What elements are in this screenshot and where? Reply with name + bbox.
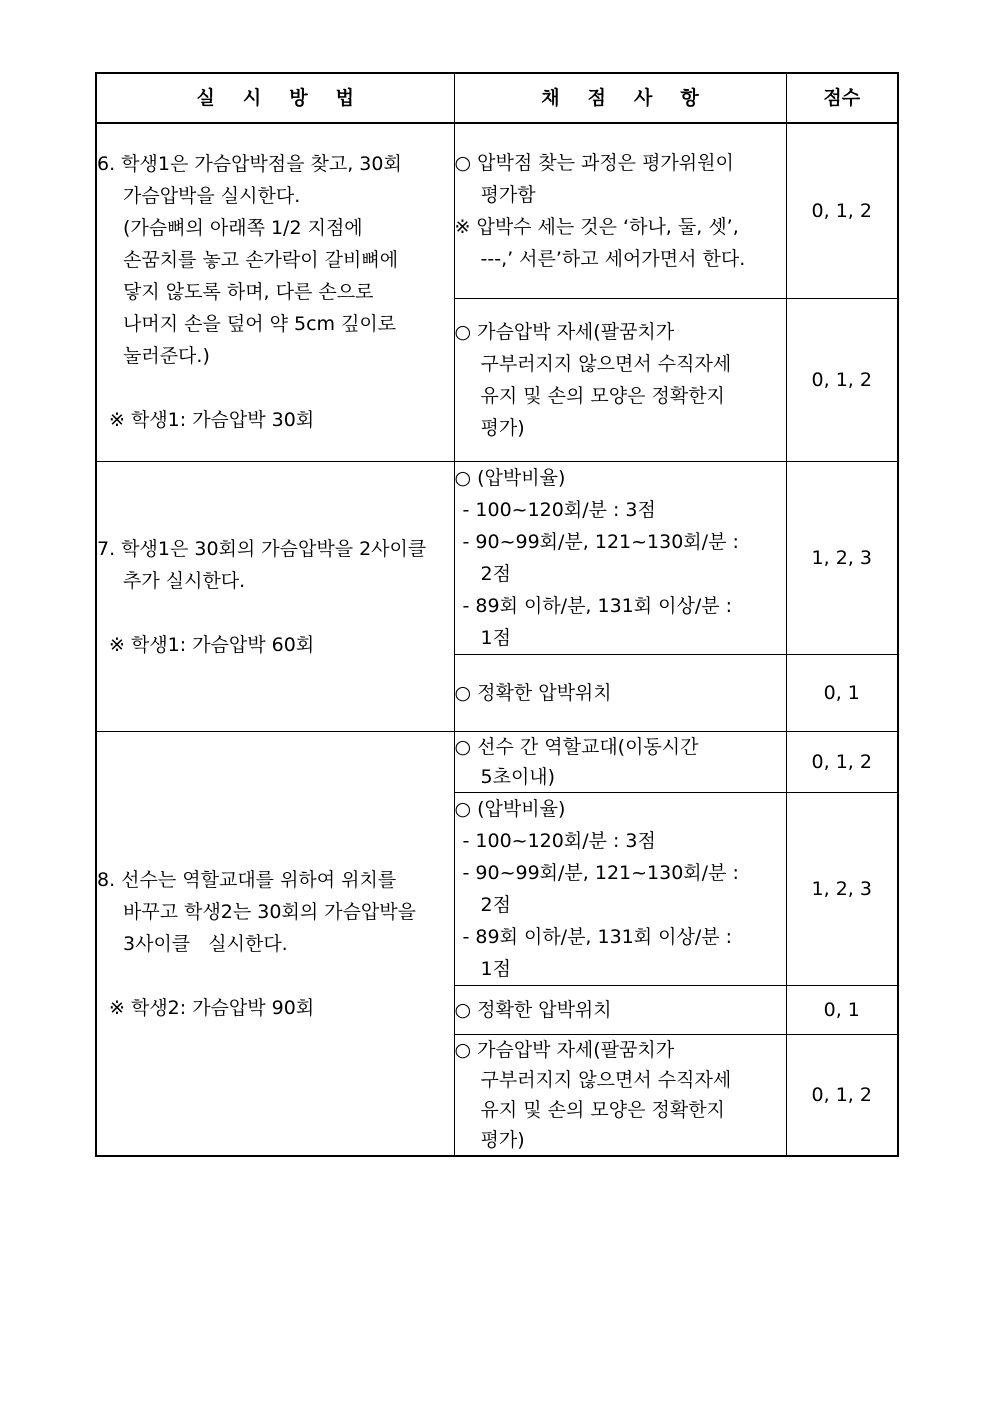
score-cell: 0, 1, 2 <box>786 123 898 299</box>
criterion-cell <box>454 986 786 1035</box>
criterion-cell <box>454 462 786 655</box>
criterion-line: ○ 가슴압박 자세(팔꿈치가 <box>454 1039 675 1061</box>
header-method: 실 시 방 법 <box>96 73 454 123</box>
method-line: 손꿈치를 놓고 손가락이 갈비뼈에 <box>123 249 399 271</box>
criterion-cell <box>454 655 786 732</box>
criterion-line: 유지 및 손의 모양은 정확한지 <box>480 385 725 407</box>
criterion-line: 구부러지지 않으면서 수직자세 <box>480 353 732 375</box>
criterion-line: - 100~120회/분 : 3점 <box>462 830 656 852</box>
criterion-line: 구부러지지 않으면서 수직자세 <box>480 1069 732 1091</box>
method-line: (가슴뼈의 아래쪽 1/2 지점에 <box>123 217 363 239</box>
section-6-method <box>96 123 454 462</box>
criterion-line: 유지 및 손의 모양은 정확한지 <box>480 1099 725 1121</box>
method-line: 바꾸고 학생2는 30회의 가슴압박을 <box>123 900 416 923</box>
criterion-line: - 89회 이하/분, 131회 이상/분 : <box>462 595 733 617</box>
criterion-line: ○ 선수 간 역할교대(이동시간 <box>454 736 699 758</box>
criterion-line: 평가함 <box>480 184 536 206</box>
criterion-line: 1점 <box>480 627 511 649</box>
method-line: 눌러준다.) <box>123 345 210 367</box>
criterion-line: ---,’ 서른’하고 세어가면서 한다. <box>480 248 746 270</box>
evaluation-table <box>95 72 899 1157</box>
section-7-method <box>96 462 454 732</box>
header-criteria: 채 점 사 항 <box>454 73 786 123</box>
method-line: 3사이클 실시한다. <box>123 932 288 955</box>
section-8-method <box>96 732 454 1157</box>
method-note: ※ 학생2: 가슴압박 90회 <box>109 996 315 1019</box>
score-cell: 1, 2, 3 <box>786 462 898 655</box>
method-note: ※ 학생1: 가슴압박 30회 <box>109 409 315 431</box>
score-cell: 1, 2, 3 <box>786 793 898 986</box>
criterion-line: ○ (압박비율) <box>454 798 566 820</box>
criterion-line: 2점 <box>480 894 511 916</box>
section-7-row-1 <box>96 462 898 655</box>
criterion-line: ○ 정확한 압박위치 <box>454 999 612 1021</box>
criterion-cell <box>454 793 786 986</box>
header-row <box>96 73 898 123</box>
score-cell: 0, 1, 2 <box>786 299 898 462</box>
criterion-line: ※ 압박수 세는 것은 ‘하나, 둘, 셋’, <box>454 216 739 238</box>
method-line: 나머지 손을 덮어 약 5cm 깊이로 <box>123 313 397 335</box>
method-line: 가슴압박을 실시한다. <box>123 185 301 207</box>
criterion-cell <box>454 299 786 462</box>
method-line: 닿지 않도록 하며, 다른 손으로 <box>123 281 374 303</box>
criterion-line: ○ 정확한 압박위치 <box>454 682 612 704</box>
header-score: 점수 <box>786 73 898 123</box>
criterion-line: ○ (압박비율) <box>454 467 566 489</box>
criterion-line: - 100~120회/분 : 3점 <box>462 499 656 521</box>
section-8-row-1 <box>96 732 898 793</box>
criterion-line: 5초이내) <box>480 766 556 788</box>
section-6-row-1 <box>96 123 898 299</box>
score-cell: 0, 1, 2 <box>786 732 898 793</box>
method-line: 추가 실시한다. <box>123 569 246 592</box>
criterion-cell <box>454 123 786 299</box>
criterion-line: 평가) <box>480 1129 525 1151</box>
criterion-line: 평가) <box>480 417 525 439</box>
criterion-cell <box>454 732 786 793</box>
score-cell: 0, 1 <box>786 986 898 1035</box>
criterion-line: ○ 가슴압박 자세(팔꿈치가 <box>454 321 675 343</box>
criterion-line: - 90~99회/분, 121~130회/분 : <box>462 862 739 884</box>
method-note: ※ 학생1: 가슴압박 60회 <box>109 633 315 656</box>
criterion-cell <box>454 1035 786 1157</box>
method-line: 8. 선수는 역할교대를 위하여 위치를 <box>97 868 397 891</box>
criterion-line: ○ 압박점 찾는 과정은 평가위원이 <box>454 152 734 174</box>
criterion-line: 2점 <box>480 563 511 585</box>
score-cell: 0, 1, 2 <box>786 1035 898 1157</box>
criterion-line: - 89회 이하/분, 131회 이상/분 : <box>462 926 733 948</box>
method-line: 6. 학생1은 가슴압박점을 찾고, 30회 <box>97 153 402 175</box>
score-cell: 0, 1 <box>786 655 898 732</box>
criterion-line: - 90~99회/분, 121~130회/분 : <box>462 531 739 553</box>
criterion-line: 1점 <box>480 958 511 980</box>
method-line: 7. 학생1은 30회의 가슴압박을 2사이클 <box>97 537 427 560</box>
